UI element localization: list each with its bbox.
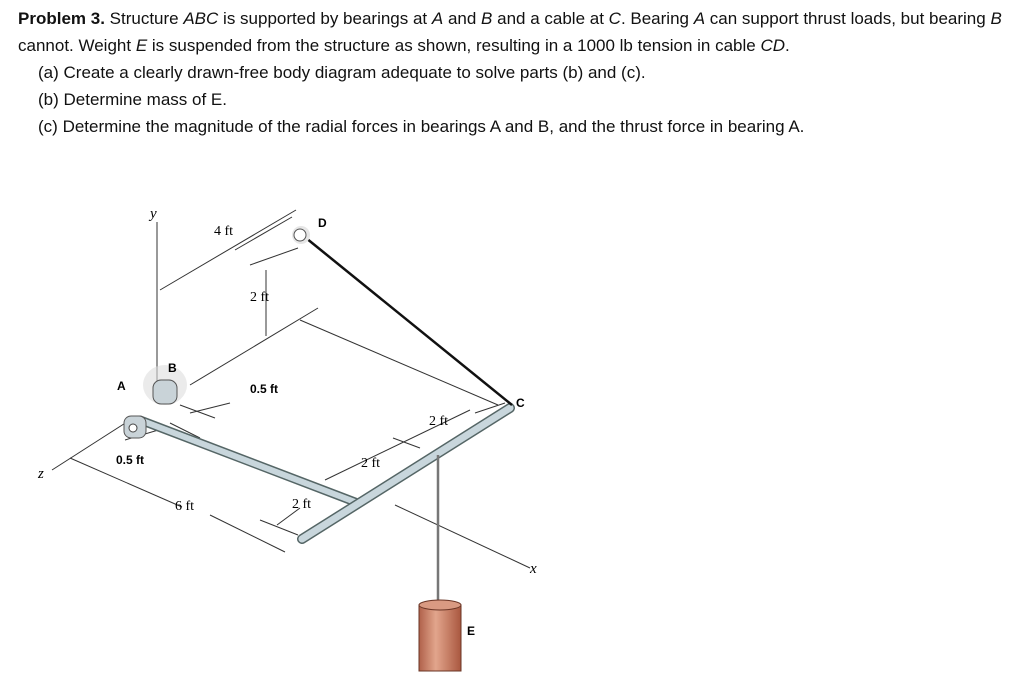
anchor-d xyxy=(292,226,310,244)
part-c: (c) Determine the magnitude of the radial forces in bearings A and B, and the thrust force in bearing A. xyxy=(38,117,805,136)
dim-0-5ft-top: 0.5 ft xyxy=(250,382,279,396)
bearing-a xyxy=(124,416,146,438)
cable-cd xyxy=(306,238,512,405)
problem-statement: Problem 3. Structure ABC is supported by bearings at A and B and a cable at C. Bearing A can support thrust loads, but bearing B cannot. Weight E is suspended from the structure as shown, resulting in a 1000 lb tension in cable CD. xyxy=(18,9,1002,55)
dim-2ft-c: 2 ft xyxy=(429,414,449,429)
label-c: C xyxy=(516,396,525,410)
dim-6ft: 6 ft xyxy=(175,499,195,514)
label-a: A xyxy=(117,379,126,393)
axis-z-label: z xyxy=(38,466,44,482)
part-a: (a) Create a clearly drawn-free body diagram adequate to solve parts (b) and (c). xyxy=(38,63,646,82)
label-e: E xyxy=(467,624,476,638)
x-axis-line xyxy=(395,505,530,568)
label-d: D xyxy=(318,216,327,230)
problem-heading: Problem 3. xyxy=(18,9,105,28)
axis-x-label: x xyxy=(530,561,537,577)
dim-2ft-vertical: 2 ft xyxy=(250,290,270,305)
axis-y-label: y xyxy=(150,206,157,222)
label-b: B xyxy=(168,361,177,375)
dim-2ft-b: 2 ft xyxy=(361,456,381,471)
bearing-b xyxy=(143,365,187,405)
dim-2ft-a: 2 ft xyxy=(292,497,312,512)
weight-e xyxy=(419,600,461,671)
dim-0-5ft-bottom: 0.5 ft xyxy=(116,453,145,467)
part-b: (b) Determine mass of E. xyxy=(38,90,227,109)
dim-4ft: 4 ft xyxy=(214,224,234,239)
